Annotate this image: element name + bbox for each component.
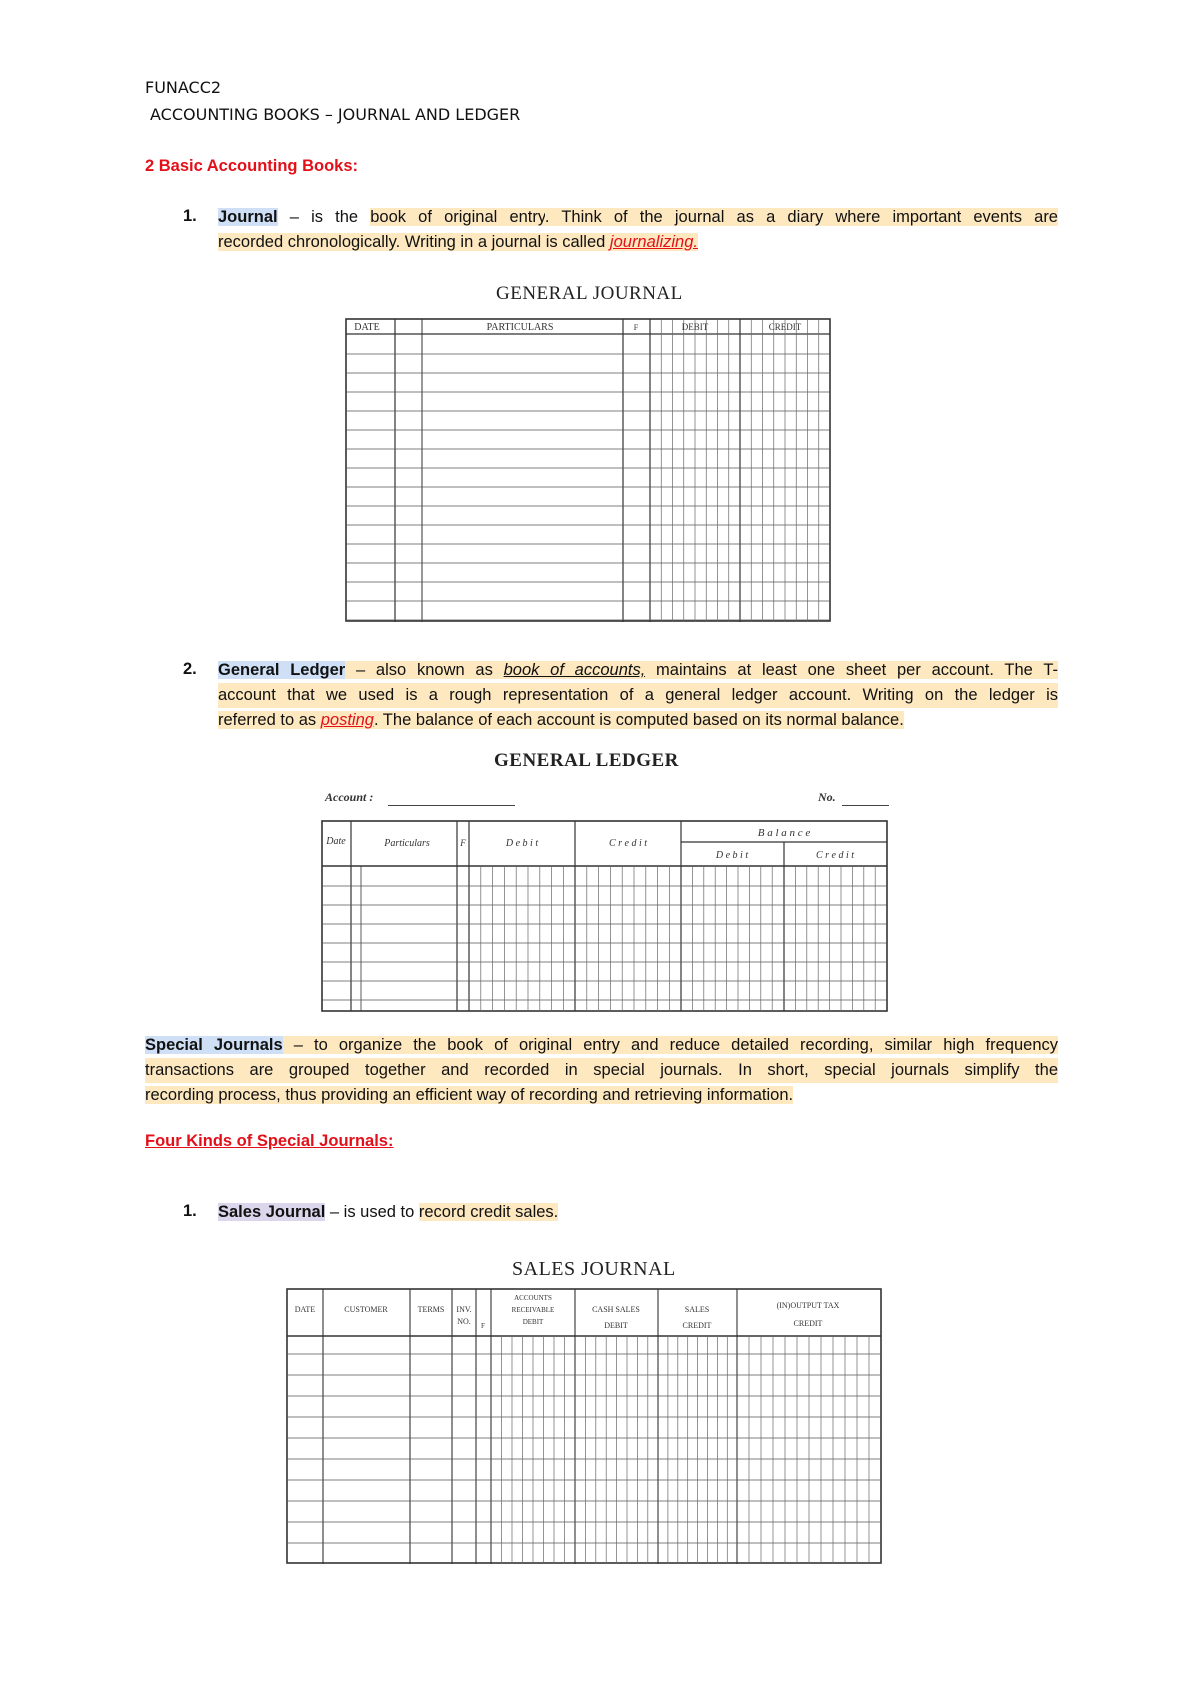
section-heading-basic-books: 2 Basic Accounting Books: xyxy=(145,157,359,175)
sj-header-receivable: RECEIVABLE xyxy=(511,1306,555,1314)
list-number-sales: 1. xyxy=(183,1202,197,1220)
journal-definition: Journal – is the book of original entry. Think of the journal as a diary where important events are recorded chronologically. Writing in a journal is called journalizing. xyxy=(218,208,1058,251)
gl-header-date: Date xyxy=(326,836,346,847)
ledger-account-line xyxy=(388,805,515,806)
term-journal: Journal xyxy=(218,208,278,226)
sj-header-cash-sales: CASH SALES xyxy=(592,1305,640,1314)
general-ledger-definition: General Ledger – also known as book of accounts, maintains at least one sheet per account. The T- account that we used is a rough representation of a general ledger account. Writing on the ledger is referred to as posting. The balance of each account is computed based on its normal balance. xyxy=(218,661,1058,729)
list-number-2: 2. xyxy=(183,660,197,678)
ledger-no-line xyxy=(842,805,889,806)
term-posting: posting xyxy=(320,711,374,729)
sj-header-sales: SALES xyxy=(684,1305,710,1314)
gl-header-debit: D e b i t xyxy=(505,838,539,849)
gj-header-credit: CREDIT xyxy=(768,322,802,332)
gl-header-balance-credit: C r e d i t xyxy=(815,850,855,861)
sj-header-f: F xyxy=(481,1322,485,1330)
sj-header-accounts: ACCOUNTS xyxy=(514,1294,552,1302)
sj-header-tax: (IN)OUTPUT TAX xyxy=(776,1301,840,1310)
sj-header-sales-credit: CREDIT xyxy=(682,1321,712,1330)
sales-journal-title: SALES JOURNAL xyxy=(512,1258,676,1280)
ledger-no-label: No. xyxy=(818,790,836,804)
term-journalizing: journalizing. xyxy=(609,233,698,251)
sj-header-date: DATE xyxy=(294,1305,316,1314)
gj-header-debit: DEBIT xyxy=(681,322,709,332)
sj-header-ar-debit: DEBIT xyxy=(522,1318,544,1326)
section-heading-special-journals: Four Kinds of Special Journals: xyxy=(145,1132,394,1150)
general-ledger-title: GENERAL LEDGER xyxy=(494,750,679,771)
sj-header-cash-debit: DEBIT xyxy=(604,1321,628,1330)
gl-header-balance-debit: D e b i t xyxy=(715,850,749,861)
special-journals-definition: Special Journals – to organize the book of original entry and reduce detailed recording, similar high frequency transactions are grouped together and recorded in special journals. In short, special journals simplify the recording process, thus providing an efficient way of recording and retrieving information. xyxy=(145,1036,1058,1104)
sj-header-inv: INV. xyxy=(456,1305,472,1314)
term-book-of-accounts: book of accounts, xyxy=(503,661,646,679)
sales-journal-definition: Sales Journal – is used to record credit sales. xyxy=(218,1203,559,1221)
gl-header-particulars: Particulars xyxy=(384,838,430,849)
gl-header-f: F xyxy=(460,838,466,848)
gj-header-particulars: PARTICULARS xyxy=(486,322,554,333)
general-ledger-form xyxy=(321,820,891,1014)
sales-journal-form xyxy=(286,1288,886,1566)
list-number-1: 1. xyxy=(183,207,197,225)
term-special-journals: Special Journals xyxy=(145,1036,283,1054)
ledger-account-label: Account : xyxy=(325,790,374,804)
gl-header-balance: B a l a n c e xyxy=(757,827,811,839)
general-journal-form xyxy=(345,318,835,623)
sj-header-tax-credit: CREDIT xyxy=(793,1319,823,1328)
term-general-ledger: General Ledger xyxy=(218,661,346,679)
term-sales-journal: Sales Journal xyxy=(218,1203,326,1221)
document-title: ACCOUNTING BOOKS – JOURNAL AND LEDGER xyxy=(150,105,521,124)
gl-header-credit: C r e d i t xyxy=(608,838,648,849)
gj-header-date: DATE xyxy=(354,322,380,333)
sj-header-no: NO. xyxy=(457,1317,471,1326)
gj-header-f: F xyxy=(633,323,639,332)
course-code: FUNACC2 xyxy=(145,78,222,97)
general-journal-title: GENERAL JOURNAL xyxy=(496,283,683,304)
sj-header-customer: CUSTOMER xyxy=(344,1305,388,1314)
sj-header-terms: TERMS xyxy=(417,1305,445,1314)
